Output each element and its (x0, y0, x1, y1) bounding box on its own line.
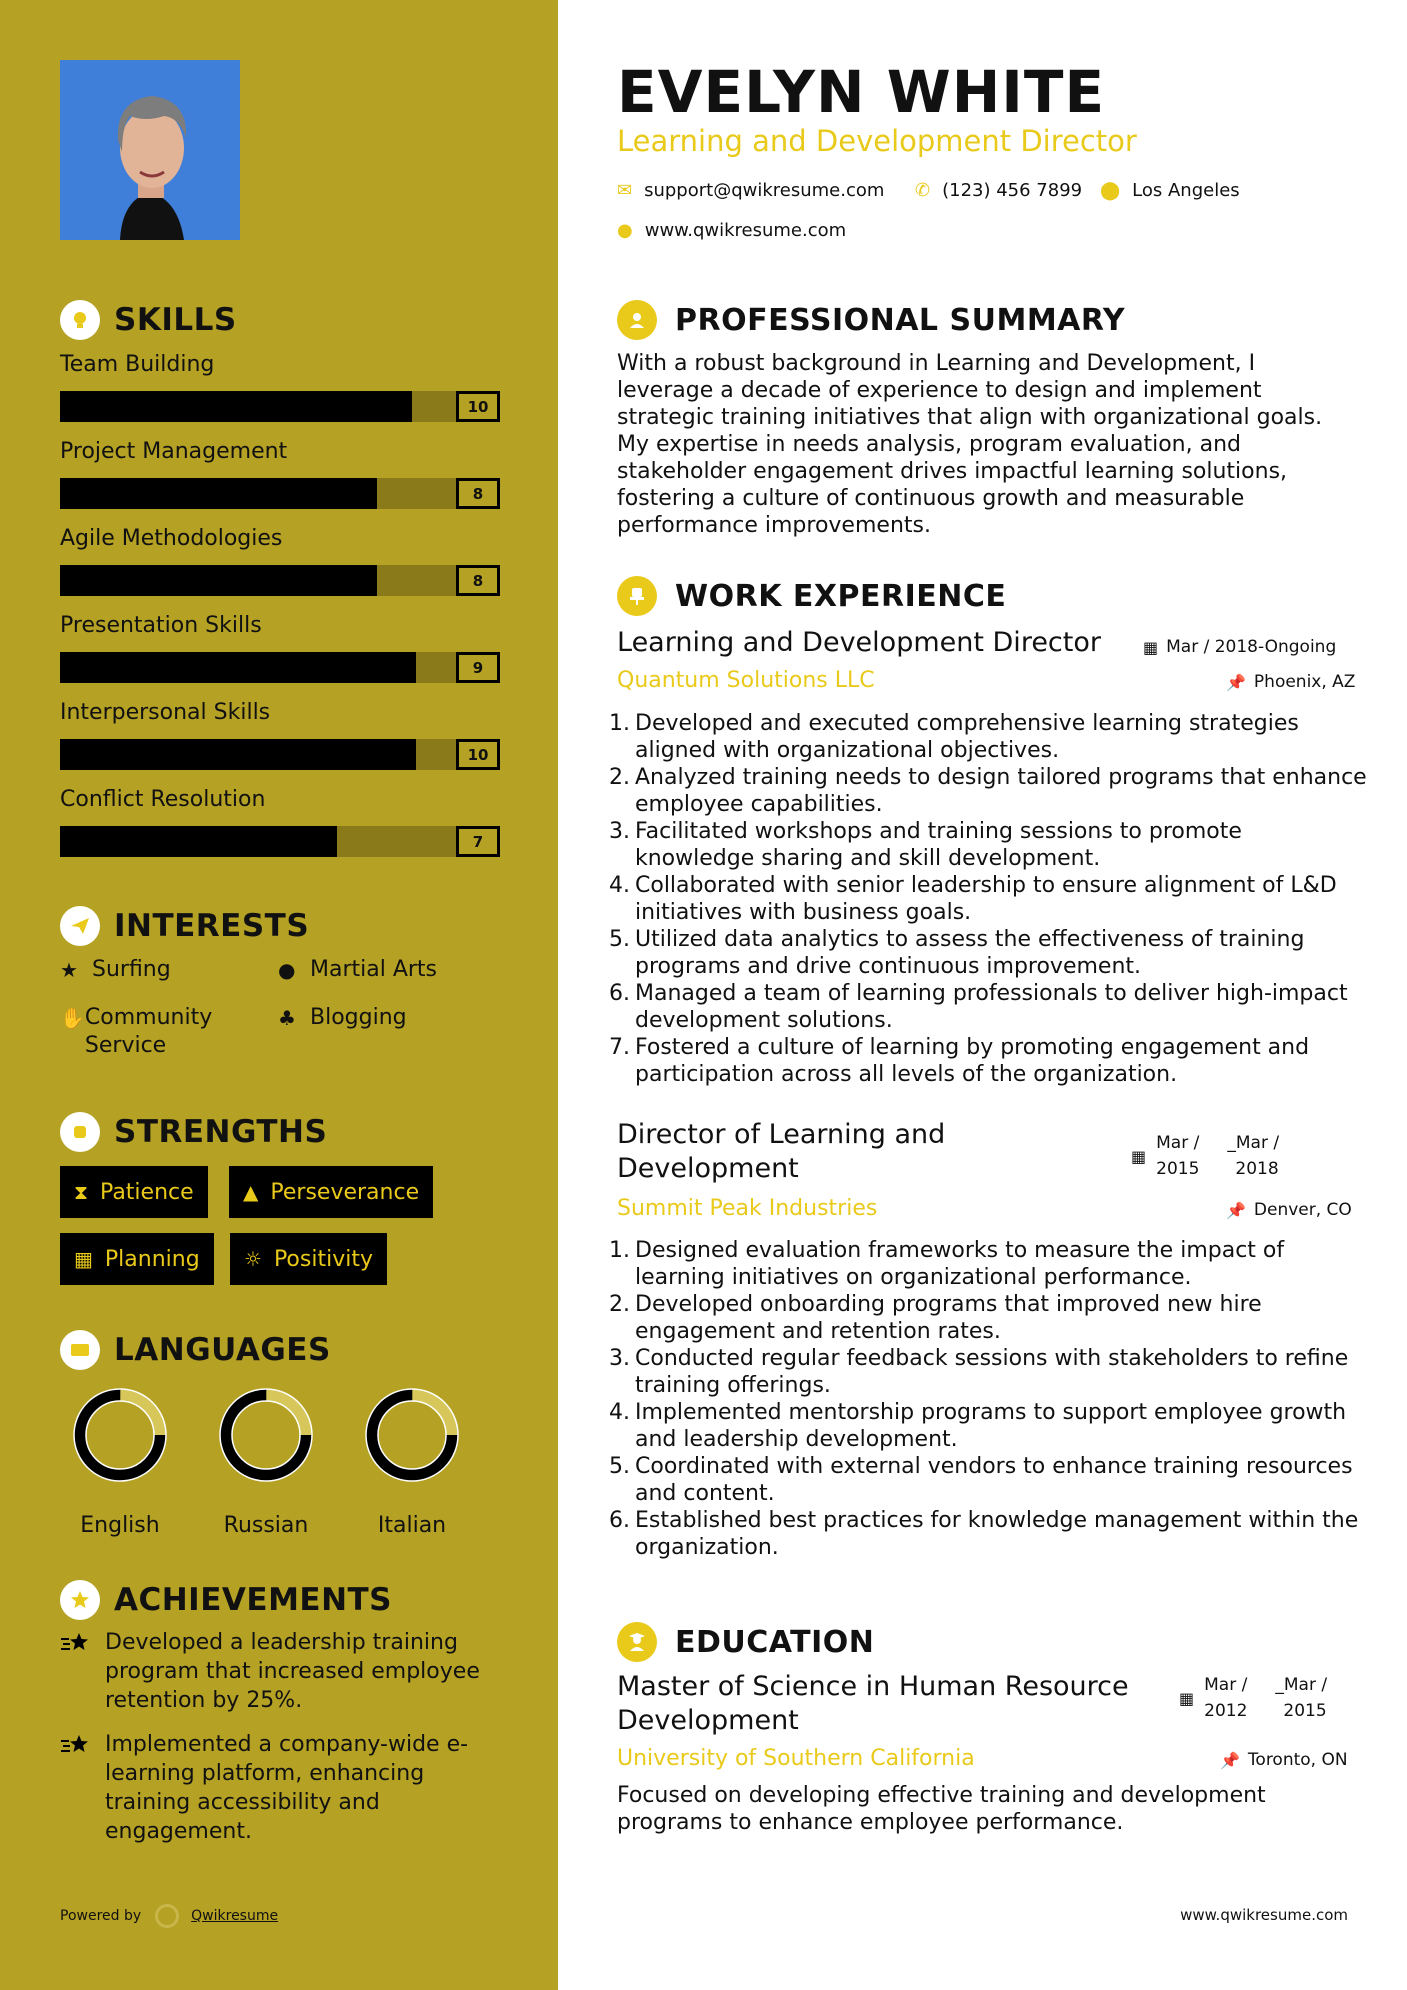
language-ring (70, 1385, 170, 1485)
skill-value: 10 (456, 391, 500, 422)
strengths-title: STRENGTHS (114, 1114, 328, 1150)
skill-item (60, 700, 500, 770)
skill-label: Presentation Skills (60, 613, 262, 638)
education-location (1220, 1750, 1348, 1770)
globe-icon: ● (278, 958, 296, 982)
envelope-icon: ✉ (617, 180, 633, 201)
job-company: Quantum Solutions LLC (617, 668, 875, 693)
achievement-text: Developed a leadership training program that increased employee retention by 25%. (105, 1630, 480, 1713)
list-item: 6. Established best practices for knowledge management within the organization. (609, 1508, 1359, 1560)
contact-phone[interactable] (915, 180, 1082, 201)
job-company: Summit Peak Industries (617, 1196, 878, 1221)
language-label: Russian (223, 1513, 309, 1538)
language-ring (362, 1385, 462, 1485)
degree: Master of Science in Human Resource Development (617, 1671, 1129, 1736)
skill-label: Agile Methodologies (60, 526, 283, 551)
job-role: Learning and Development Director (617, 627, 1101, 658)
languages-heading (60, 1330, 331, 1370)
strength-label: Planning (104, 1246, 200, 1272)
star-badge-icon (60, 1580, 100, 1620)
job-location (1226, 672, 1355, 692)
shooting-star-icon (60, 1628, 105, 1715)
list-item: 5. Coordinated with external vendors to enhance training resources and content. (609, 1454, 1353, 1506)
strength-label: Patience (100, 1179, 194, 1205)
paper-plane-icon (60, 906, 100, 946)
powered-by-label: Powered by (60, 1908, 142, 1924)
skill-label: Interpersonal Skills (60, 700, 271, 725)
skill-bar (60, 826, 500, 857)
list-item: 2. Developed onboarding programs that improved new hire engagement and retention rates. (609, 1292, 1262, 1344)
list-item: 5. Utilized data analytics to assess the effectiveness of training programs and drive continuous improvement. (609, 927, 1305, 979)
skills-title: SKILLS (114, 302, 237, 338)
achievements-heading (60, 1580, 392, 1620)
contact-website[interactable] (617, 220, 846, 241)
fist-icon (60, 1112, 100, 1152)
hourglass-icon: ⧗ (74, 1180, 89, 1204)
job-dates: ▦ Mar / 2015 _Mar / 2018 (1131, 1130, 1279, 1182)
person-name: EVELYN WHITE (617, 58, 1106, 126)
user-icon (617, 300, 657, 340)
job-role: Director of Learning and Development (617, 1119, 946, 1184)
education-title: EDUCATION (675, 1624, 875, 1660)
skill-item (60, 352, 500, 422)
skill-value: 8 (456, 565, 500, 596)
languages-title: LANGUAGES (114, 1332, 331, 1368)
language-label: English (80, 1513, 160, 1538)
achievement-item (60, 1730, 500, 1846)
strength-badge (229, 1166, 433, 1218)
job-dates (1143, 637, 1336, 657)
skill-bar (60, 478, 500, 509)
location-text: Los Angeles (1132, 180, 1240, 201)
summary-title: PROFESSIONAL SUMMARY (675, 302, 1126, 338)
skill-item (60, 439, 500, 509)
skill-label: Conflict Resolution (60, 787, 266, 812)
list-item: 4. Collaborated with senior leadership to ensure alignment of L&D initiatives with business goals. (609, 873, 1337, 925)
interest-item (278, 1004, 407, 1032)
website-text: www.qwikresume.com (644, 220, 847, 241)
skill-value: 10 (456, 739, 500, 770)
achievement-item (60, 1628, 500, 1715)
interest-item (60, 956, 171, 984)
education-dates: ▦ Mar / 2012 _Mar / 2015 (1179, 1672, 1327, 1724)
skill-label: Team Building (60, 352, 215, 377)
education-location-text: Toronto, ON (1247, 1750, 1348, 1770)
list-item: 1. Designed evaluation frameworks to measure the impact of learning initiatives on organizational performance. (609, 1238, 1285, 1290)
list-item: 4. Implemented mentorship programs to support employee growth and leadership development. (609, 1400, 1347, 1452)
skills-heading (60, 300, 237, 340)
footer-url[interactable]: www.qwikresume.com (1180, 1906, 1348, 1924)
road-icon: ▲ (243, 1180, 259, 1204)
skill-bar (60, 391, 500, 422)
contact-email[interactable] (617, 180, 884, 201)
interest-item (278, 956, 437, 984)
phone-icon: ✆ (915, 180, 931, 201)
star-icon: ★ (60, 958, 78, 982)
interest-label: Community Service (84, 1005, 213, 1058)
job-bullets (608, 710, 1368, 1088)
experience-heading (617, 576, 1006, 616)
achievement-text: Implemented a company-wide e-learning platform, enhancing training accessibility and engagement. (105, 1732, 469, 1844)
map-pin-icon: ⬤ (1100, 180, 1121, 201)
interest-label: Martial Arts (310, 957, 438, 982)
list-item: 1. Developed and executed comprehensive learning strategies aligned with organizational objectives. (609, 711, 1299, 763)
skill-value: 7 (456, 826, 500, 857)
phone-text: (123) 456 7899 (942, 180, 1083, 201)
strengths-heading (60, 1112, 327, 1152)
interest-label: Surfing (92, 957, 171, 982)
sidebar (0, 0, 558, 1990)
email-text: support@qwikresume.com (644, 180, 885, 201)
experience-title: WORK EXPERIENCE (675, 578, 1007, 614)
list-item: 6. Managed a team of learning professionals to deliver high-impact development solutions. (609, 981, 1348, 1033)
contact-location (1100, 180, 1240, 201)
language-item (206, 1385, 326, 1538)
skill-value: 9 (456, 652, 500, 683)
list-item: 2. Analyzed training needs to design tailored programs that enhance employee capabilities. (609, 765, 1367, 817)
pushpin-icon: 📌 (1226, 1200, 1246, 1220)
job-location-text: Phoenix, AZ (1253, 672, 1356, 692)
skill-bar (60, 565, 500, 596)
list-item: 3. Conducted regular feedback sessions with stakeholders to refine training offerings. (609, 1346, 1349, 1398)
list-item: 3. Facilitated workshops and training sessions to promote knowledge sharing and skill development. (609, 819, 1242, 871)
office-chair-icon (617, 576, 657, 616)
interests-heading (60, 906, 309, 946)
brand-link[interactable]: Qwikresume (191, 1908, 279, 1924)
interest-label: Blogging (310, 1005, 407, 1030)
education-text: Focused on developing effective training and development programs to enhance employee performance. (617, 1783, 1266, 1835)
job-bullets (608, 1237, 1368, 1561)
calendar-icon: ▦ (1143, 637, 1159, 657)
strength-badge (230, 1233, 387, 1285)
summary-heading (617, 300, 1125, 340)
skill-bar (60, 739, 500, 770)
strength-badge (60, 1166, 208, 1218)
strength-badge (60, 1233, 214, 1285)
list-item: 7. Fostered a culture of learning by promoting engagement and participation across all levels of the organization. (609, 1035, 1310, 1087)
education-heading (617, 1622, 874, 1662)
job-dates-text: Mar / 2018-Ongoing (1166, 637, 1337, 657)
calendar-icon: ▦ (1131, 1147, 1147, 1166)
qwikresume-logo-icon (155, 1904, 179, 1928)
calendar-icon: ▦ (74, 1247, 93, 1271)
graduate-icon (617, 1622, 657, 1662)
language-ring (216, 1385, 316, 1485)
id-card-icon (60, 1330, 100, 1370)
skill-bar (60, 652, 500, 683)
pushpin-icon: 📌 (1220, 1750, 1240, 1770)
skill-item (60, 526, 500, 596)
hand-icon: ✋ (60, 1006, 85, 1030)
sun-icon: ☼ (244, 1247, 262, 1271)
calendar-icon: ▦ (1179, 1689, 1195, 1708)
lightbulb-icon (60, 300, 100, 340)
school: University of Southern California (617, 1746, 975, 1771)
profile-photo (60, 60, 240, 240)
skill-item (60, 787, 500, 857)
job-location-text: Denver, CO (1253, 1200, 1352, 1220)
users-icon: ♣ (278, 1006, 296, 1030)
skill-label: Project Management (60, 439, 288, 464)
interest-item (60, 1004, 250, 1060)
interests-title: INTERESTS (114, 908, 310, 944)
globe-icon: ● (617, 220, 633, 241)
job-location (1226, 1200, 1352, 1220)
pushpin-icon: 📌 (1226, 672, 1246, 692)
strength-label: Positivity (273, 1246, 373, 1272)
language-item (352, 1385, 472, 1538)
skill-value: 8 (456, 478, 500, 509)
shooting-star-icon (60, 1730, 105, 1846)
language-item (60, 1385, 180, 1538)
strength-label: Perseverance (270, 1179, 420, 1205)
person-title: Learning and Development Director (617, 124, 1137, 158)
summary-text: With a robust background in Learning and Development, I leverage a decade of experience to design and implement strategic training initiatives that align with organizational goals. My expertise in needs analysis, program evaluation, and stakeholder engagement drives impactful learning solutions, fostering a culture of continuous growth and measurable performance improvements. (617, 351, 1323, 538)
language-label: Italian (377, 1513, 447, 1538)
achievements-title: ACHIEVEMENTS (114, 1582, 393, 1618)
skill-item (60, 613, 500, 683)
powered-by (60, 1904, 278, 1928)
